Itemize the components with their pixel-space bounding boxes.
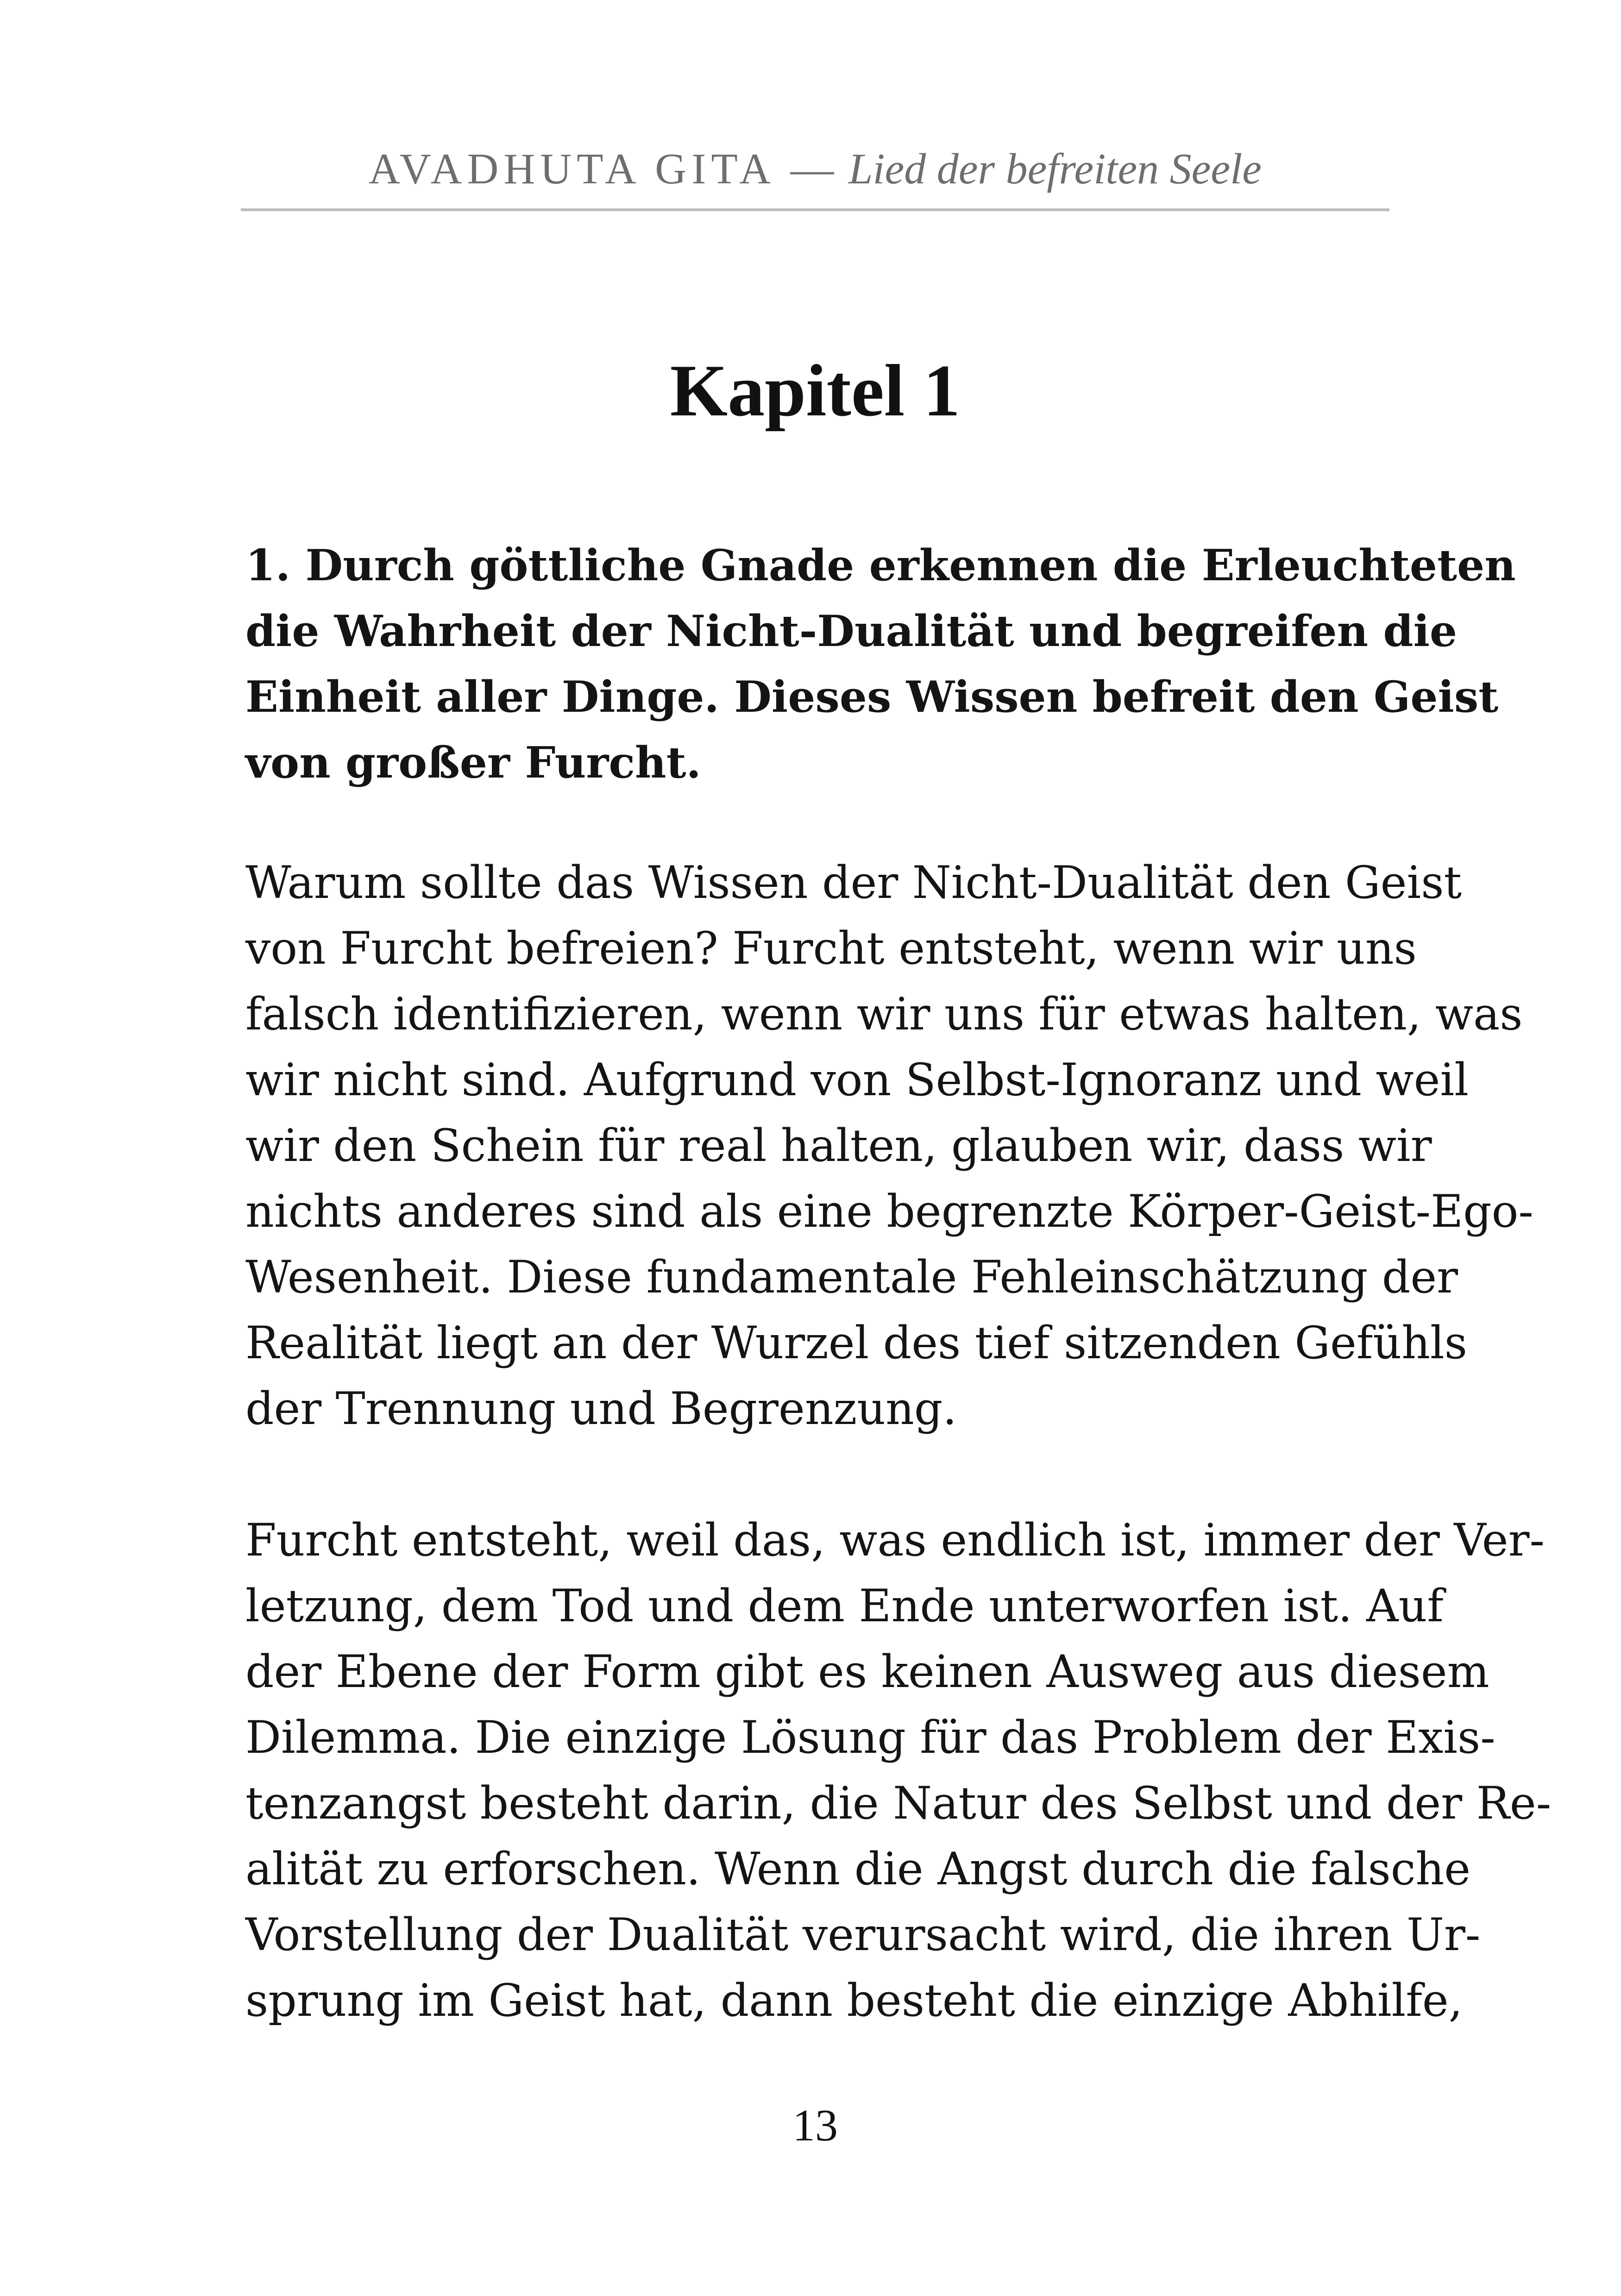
verse-line: von großer Furcht.: [245, 737, 701, 788]
page-number: 13: [792, 2101, 838, 2151]
paragraph-line: tenzangst besteht darin, die Natur des Selbst und der Re-: [245, 1777, 1552, 1829]
book-subtitle: Lied der befreiten Seele: [848, 145, 1262, 193]
paragraph-line: letzung, dem Tod und dem Ende unterworfen ist. Auf: [245, 1580, 1444, 1632]
paragraph-line: sprung im Geist hat, dann besteht die einzige Abhilfe,: [245, 1975, 1463, 2026]
paragraph-line: von Furcht befreien? Furcht entsteht, wenn wir uns: [245, 922, 1417, 974]
paragraph-line: Realität liegt an der Wurzel des tief sitzenden Gefühls: [245, 1317, 1467, 1369]
paragraph-line: falsch identifizieren, wenn wir uns für etwas halten, was: [245, 988, 1523, 1040]
verse-line: 1. Durch göttliche Gnade erkennen die Erleuchteten: [245, 540, 1516, 590]
verse-line: Einheit aller Dinge. Dieses Wissen befreit den Geist: [245, 671, 1499, 722]
paragraph-line: Furcht entsteht, weil das, was endlich ist, immer der Ver-: [245, 1514, 1545, 1566]
paragraph-line: wir den Schein für real halten, glauben wir, dass wir: [245, 1120, 1432, 1172]
verse-line: die Wahrheit der Nicht-Dualität und begreifen die: [245, 606, 1458, 656]
header-separator: —: [790, 145, 834, 193]
book-title: AVADHUTA GITA: [369, 145, 776, 193]
paragraph-line: Dilemma. Die einzige Lösung für das Problem der Exis-: [245, 1712, 1495, 1763]
verse-block: [245, 533, 1516, 796]
paragraph-line: Warum sollte das Wissen der Nicht-Dualität den Geist: [245, 857, 1462, 909]
paragraph-line: Vorstellung der Dualität verursacht wird, die ihren Ur-: [245, 1909, 1481, 1961]
running-head: [241, 141, 1389, 197]
paragraph-line: alität zu erforschen. Wenn die Angst durch die falsche: [245, 1843, 1471, 1895]
paragraph-line: Wesenheit. Diese fundamentale Fehleinschätzung der: [245, 1251, 1458, 1303]
header-rule: [241, 208, 1389, 211]
commentary-paragraph-1: [245, 850, 1533, 1442]
commentary-paragraph-2: [245, 1507, 1552, 2033]
paragraph-line: der Ebene der Form gibt es keinen Ausweg aus diesem: [245, 1646, 1489, 1698]
paragraph-line: nichts anderes sind als eine begrenzte Körper-Geist-Ego-: [245, 1186, 1533, 1237]
paragraph-line: der Trennung und Begrenzung.: [245, 1383, 957, 1435]
chapter-title: Kapitel 1: [670, 349, 961, 432]
paragraph-line: wir nicht sind. Aufgrund von Selbst-Ignoranz und weil: [245, 1054, 1469, 1106]
